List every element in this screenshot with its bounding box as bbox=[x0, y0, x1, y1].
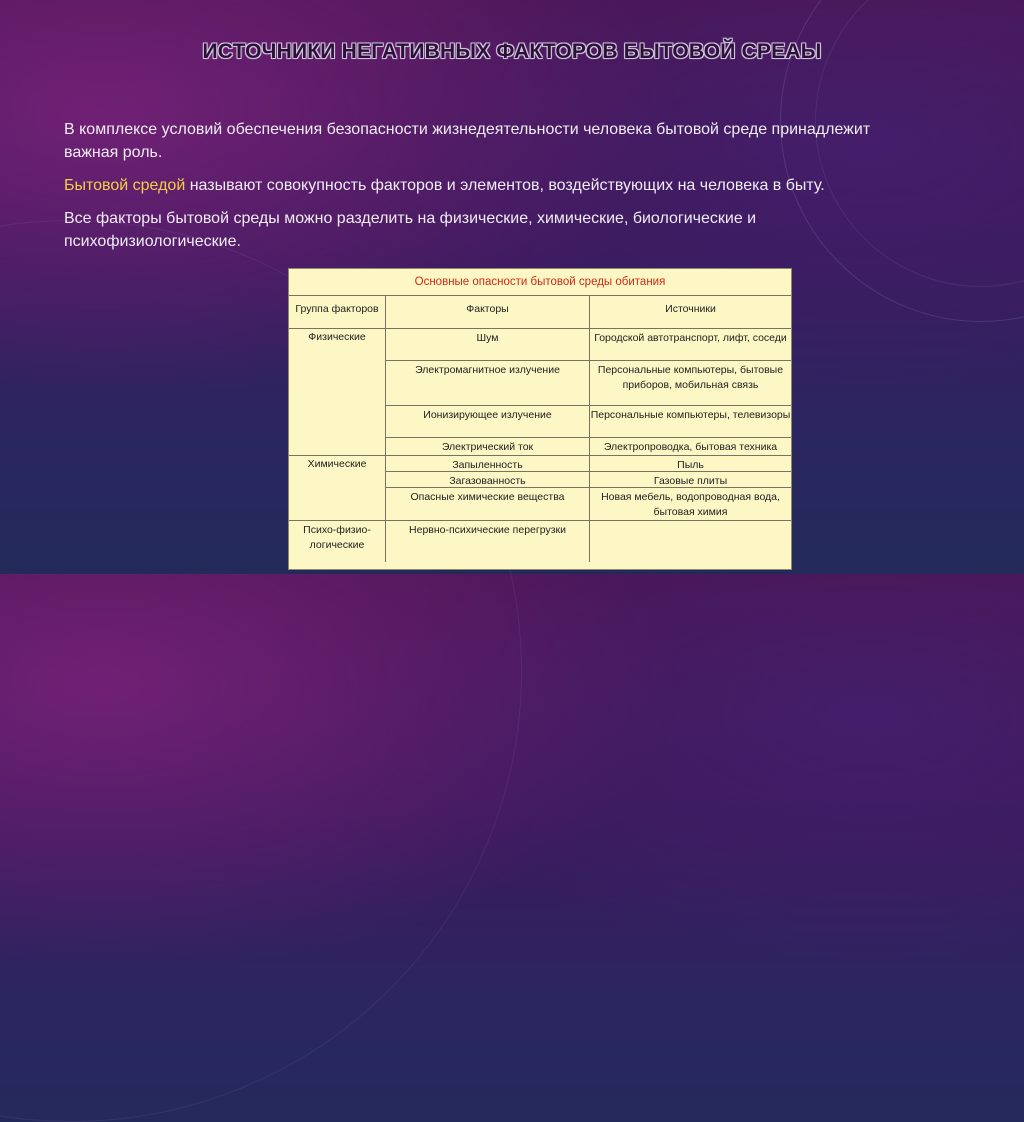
table-title: Основные опасности бытовой среды обитания bbox=[289, 269, 791, 296]
group-name-cell bbox=[289, 521, 386, 562]
table-row bbox=[386, 456, 791, 472]
group-name-line: логические bbox=[309, 539, 365, 551]
table-row bbox=[386, 488, 791, 520]
table-row bbox=[386, 406, 791, 438]
factor-cell: Электрический ток bbox=[386, 438, 590, 455]
header-sources: Источники bbox=[665, 303, 716, 315]
table-group bbox=[289, 456, 791, 521]
source-cell: Пыль bbox=[677, 459, 704, 471]
table-group bbox=[289, 521, 791, 562]
paragraph-importance: В комплексе условий обеспечения безопасности жизнедеятельности человека бытовой среде принадлежит важная роль. bbox=[64, 121, 871, 161]
header-group: Группа факторов bbox=[289, 296, 386, 328]
source-cell: Новая мебель, водопроводная вода, бытовая химия bbox=[601, 491, 780, 518]
group-rows bbox=[386, 329, 791, 455]
source-cell: Персональные компьютеры, бытовые приборов, мобильная связь bbox=[597, 364, 784, 391]
table-header bbox=[289, 296, 791, 329]
group-name-cell: Физические bbox=[289, 329, 386, 455]
table-row bbox=[386, 329, 791, 361]
factor-cell: Шум bbox=[386, 329, 590, 360]
group-rows bbox=[386, 456, 791, 520]
factor-cell: Нервно-психические перегрузки bbox=[386, 521, 590, 562]
source-cell bbox=[590, 521, 791, 562]
factor-cell: Опасные химические вещества bbox=[386, 488, 590, 520]
source-cell: Городской автотранспорт, лифт, соседи bbox=[594, 332, 787, 344]
table-row bbox=[386, 438, 791, 455]
definition-text: называют совокупность факторов и элементов, воздействующих на человека в быту. bbox=[185, 177, 825, 194]
highlight-term: Бытовой средой bbox=[64, 177, 186, 194]
source-cell: Электропроводка, бытовая техника bbox=[603, 441, 778, 453]
table-row bbox=[386, 521, 791, 562]
hazards-table bbox=[288, 268, 792, 570]
group-rows bbox=[386, 521, 791, 562]
table-group bbox=[289, 329, 791, 456]
factor-cell: Загазованность bbox=[386, 472, 590, 487]
header-factors: Факторы bbox=[386, 296, 590, 328]
group-name-cell: Химические bbox=[289, 456, 386, 520]
table-row bbox=[386, 361, 791, 406]
paragraph-classification: Все факторы бытовой среды можно разделить на физические, химические, биологические и психофизиологические. bbox=[64, 210, 757, 250]
factor-cell: Запыленность bbox=[386, 456, 590, 471]
group-name-line: Психо-физио- bbox=[303, 524, 371, 536]
factor-cell: Ионизирующее излучение bbox=[386, 406, 590, 437]
source-cell: Персональные компьютеры, телевизоры bbox=[590, 409, 791, 421]
paragraph-definition bbox=[64, 174, 884, 197]
table-body bbox=[289, 329, 791, 562]
source-cell: Газовые плиты bbox=[653, 475, 728, 487]
slide-body bbox=[64, 118, 884, 263]
factor-cell: Электромагнитное излучение bbox=[386, 361, 590, 405]
slide-title: ИСТОЧНИКИ НЕГАТИВНЫХ ФАКТОРОВ БЫТОВОЙ СРЕАЫ bbox=[202, 40, 822, 63]
table-row bbox=[386, 472, 791, 488]
